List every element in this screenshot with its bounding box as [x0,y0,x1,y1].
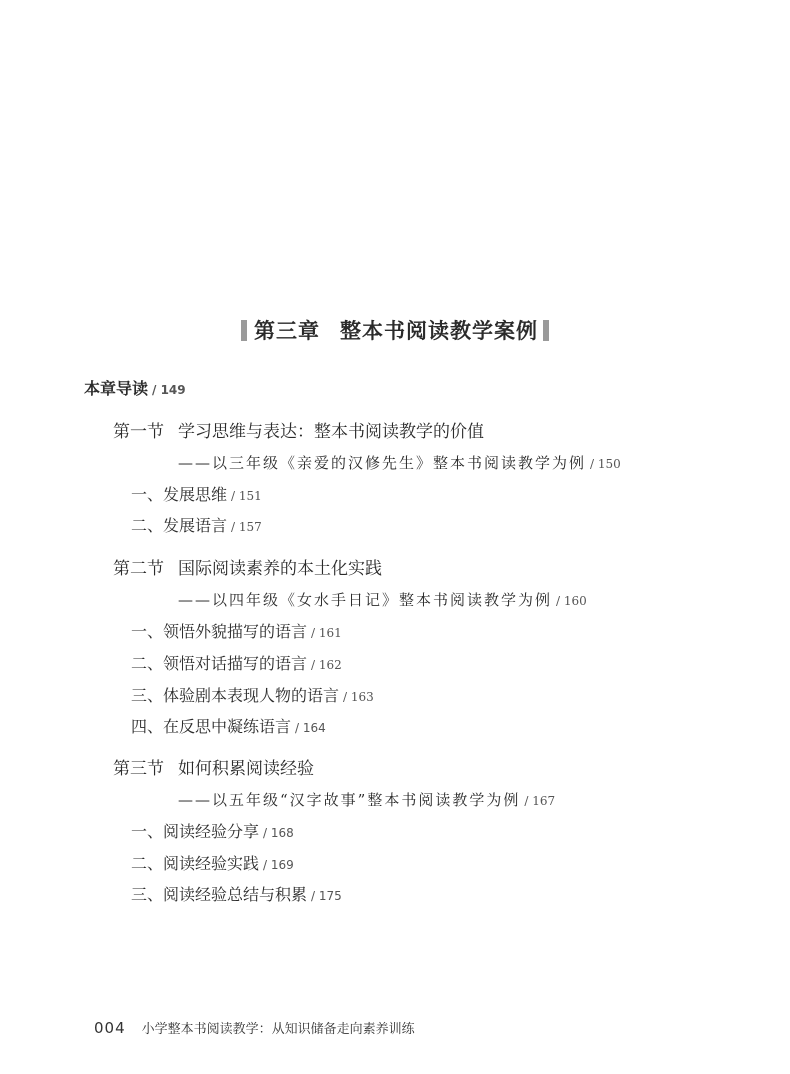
toc-item[interactable] [131,656,342,672]
toc-item[interactable] [131,688,374,704]
toc-item[interactable] [131,719,326,735]
heading-bar-right [543,320,549,341]
toc-item[interactable] [131,887,342,903]
page-footer [94,1021,415,1036]
toc-item-label: 三、体验剧本表现人物的语言 [131,686,340,705]
toc-page-number: / 160 [556,594,587,608]
toc-section-3-subtitle[interactable] [178,793,555,808]
toc-page-number: / 162 [311,658,342,672]
toc-page-number: / 149 [152,383,186,397]
toc-entry-label: 本章导读 [84,379,149,398]
toc-page-number: / 175 [311,889,342,903]
toc-entry-intro[interactable] [84,381,186,397]
toc-page-number: / 167 [524,794,556,808]
section-title: 如何积累阅读经验 [178,759,314,779]
toc-item[interactable] [131,518,262,534]
toc-item-label: 一、阅读经验分享 [131,822,260,841]
section-subtitle: ——以四年级《女水手日记》整本书阅读教学为例 [178,591,553,609]
toc-page-number: / 161 [311,626,342,640]
toc-page-number: / 168 [263,826,294,840]
toc-item-label: 二、发展语言 [131,516,228,535]
heading-bar-left [241,320,247,341]
toc-item-label: 四、在反思中凝练语言 [131,717,292,736]
toc-section-1-subtitle[interactable] [178,456,621,471]
toc-item-label: 二、阅读经验实践 [131,854,260,873]
section-number: 第一节 [113,422,164,442]
chapter-heading [0,315,790,345]
toc-section-2[interactable] [113,561,382,578]
toc-section-2-subtitle[interactable] [178,593,587,608]
toc-item-label: 一、领悟外貌描写的语言 [131,622,308,641]
toc-page-number: / 169 [263,858,294,872]
toc-section-3[interactable] [113,761,314,778]
toc-item[interactable] [131,856,294,872]
chapter-title: 整本书阅读教学案例 [340,319,538,343]
section-title: 国际阅读素养的本土化实践 [178,559,382,579]
footer-book-title: 小学整本书阅读教学：从知识储备走向素养训练 [141,1022,415,1037]
toc-item-label: 三、阅读经验总结与积累 [131,885,308,904]
toc-item[interactable] [131,824,294,840]
section-number: 第三节 [113,759,164,779]
toc-page-number: / 163 [343,690,374,704]
toc-page-number: / 157 [231,520,262,534]
toc-page-number: / 164 [295,721,326,735]
chapter-number: 第三章 [254,319,320,343]
section-title: 学习思维与表达：整本书阅读教学的价值 [178,422,484,442]
toc-item[interactable] [131,487,262,503]
footer-page-number: 004 [94,1019,126,1037]
section-number: 第二节 [113,559,164,579]
section-subtitle: ——以五年级“汉字故事”整本书阅读教学为例 [178,791,521,809]
toc-section-1[interactable] [113,424,484,441]
toc-item-label: 二、领悟对话描写的语言 [131,654,308,673]
section-subtitle: ——以三年级《亲爱的汉修先生》整本书阅读教学为例 [178,454,587,472]
toc-item-label: 一、发展思维 [131,485,228,504]
toc-item[interactable] [131,624,342,640]
toc-page-number: / 151 [231,489,262,503]
toc-page-number: / 150 [590,457,621,471]
